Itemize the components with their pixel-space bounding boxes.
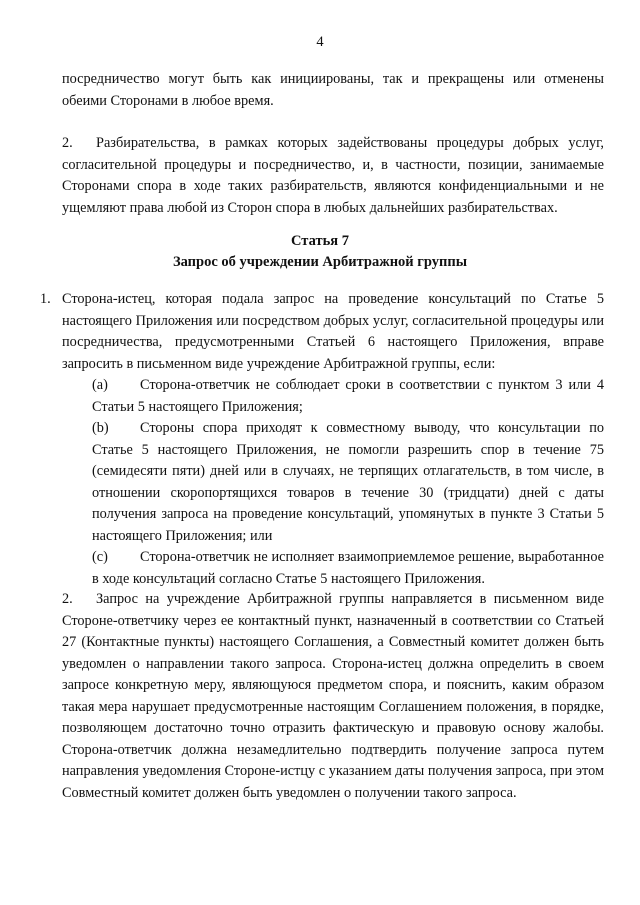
paragraph-text: Сторона-истец, которая подала запрос на проведение консультаций по Статье 5 настоящего Приложения или посредством добрых услуг, согласительной процедуры или посредничества, предусмотренными Статьей 6 настоящего Приложения, вправе запросить в письменном виде учреждение Арбитражной группы, если: — [62, 291, 604, 372]
paragraph-text: Запрос на учреждение Арбитражной группы направляется в письменном виде Стороне-ответчику через ее контактный пункт, назначенный в соответствии со Статьей 27 (Контактные пункты) настоящего Соглашения, а Совместный комитет должен быть уведомлен о направлении такого запроса. Сторона-истец должна определить в своем запросе конкретную меру, являющуюся предметом спора, и пояснить, каким образом такая мера нарушает предусмотренные настоящим Соглашением положения, в порядке, позволяющем достаточно точно отразить фактическую и правовую основу жалобы. Сторона-ответчик должна незамедлительно подтвердить получение запроса путем направления уведомления Стороне-истцу с указанием даты получения запроса, при этом Совместный комитет должен быть уведомлен о получении такого запроса. — [62, 591, 605, 801]
paragraph-text: Разбирательства, в рамках которых задействованы процедуры добрых услуг, согласительной процедуры и посредничество, и, в частности, позиции, занимаемые Сторонами спора в ходе таких разбирательств, являются конфиденциальными и не ущемляют права любой из Сторон спора в любых дальнейших разбирательствах. — [62, 135, 604, 216]
paragraph-number: 2. — [62, 591, 73, 607]
list-item-c — [92, 547, 604, 590]
list-item-label: (a) — [92, 377, 108, 393]
paragraph-number: 1. — [40, 291, 51, 307]
paragraph-2 — [62, 133, 604, 219]
page-number: 4 — [316, 34, 324, 50]
article-number: Статья 7 — [291, 233, 349, 249]
paragraph-number: 2. — [62, 135, 73, 151]
list-item-label: (b) — [92, 420, 109, 436]
list-item-text: Сторона-ответчик не соблюдает сроки в соответствии с пунктом 3 или 4 Статьи 5 настоящего Приложения; — [92, 377, 604, 415]
article-title: Запрос об учреждении Арбитражной группы — [172, 254, 468, 270]
article-paragraph-2 — [62, 589, 604, 804]
list-item-a — [92, 375, 604, 418]
list-item-text: Стороны спора приходят к совместному выводу, что консультации по Статье 5 настоящего Приложения, не помогли разрешить спор в течение 75 (семидесяти пяти) дней или в случаях, не терпящих отлагательств, в том числе, в отношении скоропортящихся товаров в течение 30 (тридцати) дней с даты получения запроса на проведение консультаций, упомянутых в пункте 3 Статьи 5 настоящего Приложения; или — [92, 420, 604, 544]
article-paragraph-1 — [40, 289, 604, 590]
list-item-b — [92, 418, 604, 547]
list-item-label: (c) — [92, 549, 108, 565]
paragraph-lead — [40, 289, 604, 375]
list-item-text: Сторона-ответчик не исполняет взаимоприемлемое решение, выработанное в ходе консультаций согласно Статье 5 настоящего Приложения. — [92, 549, 604, 587]
paragraph-continuation: посредничество могут быть как инициированы, так и прекращены или отменены обеими Сторонами в любое время. — [62, 71, 604, 109]
